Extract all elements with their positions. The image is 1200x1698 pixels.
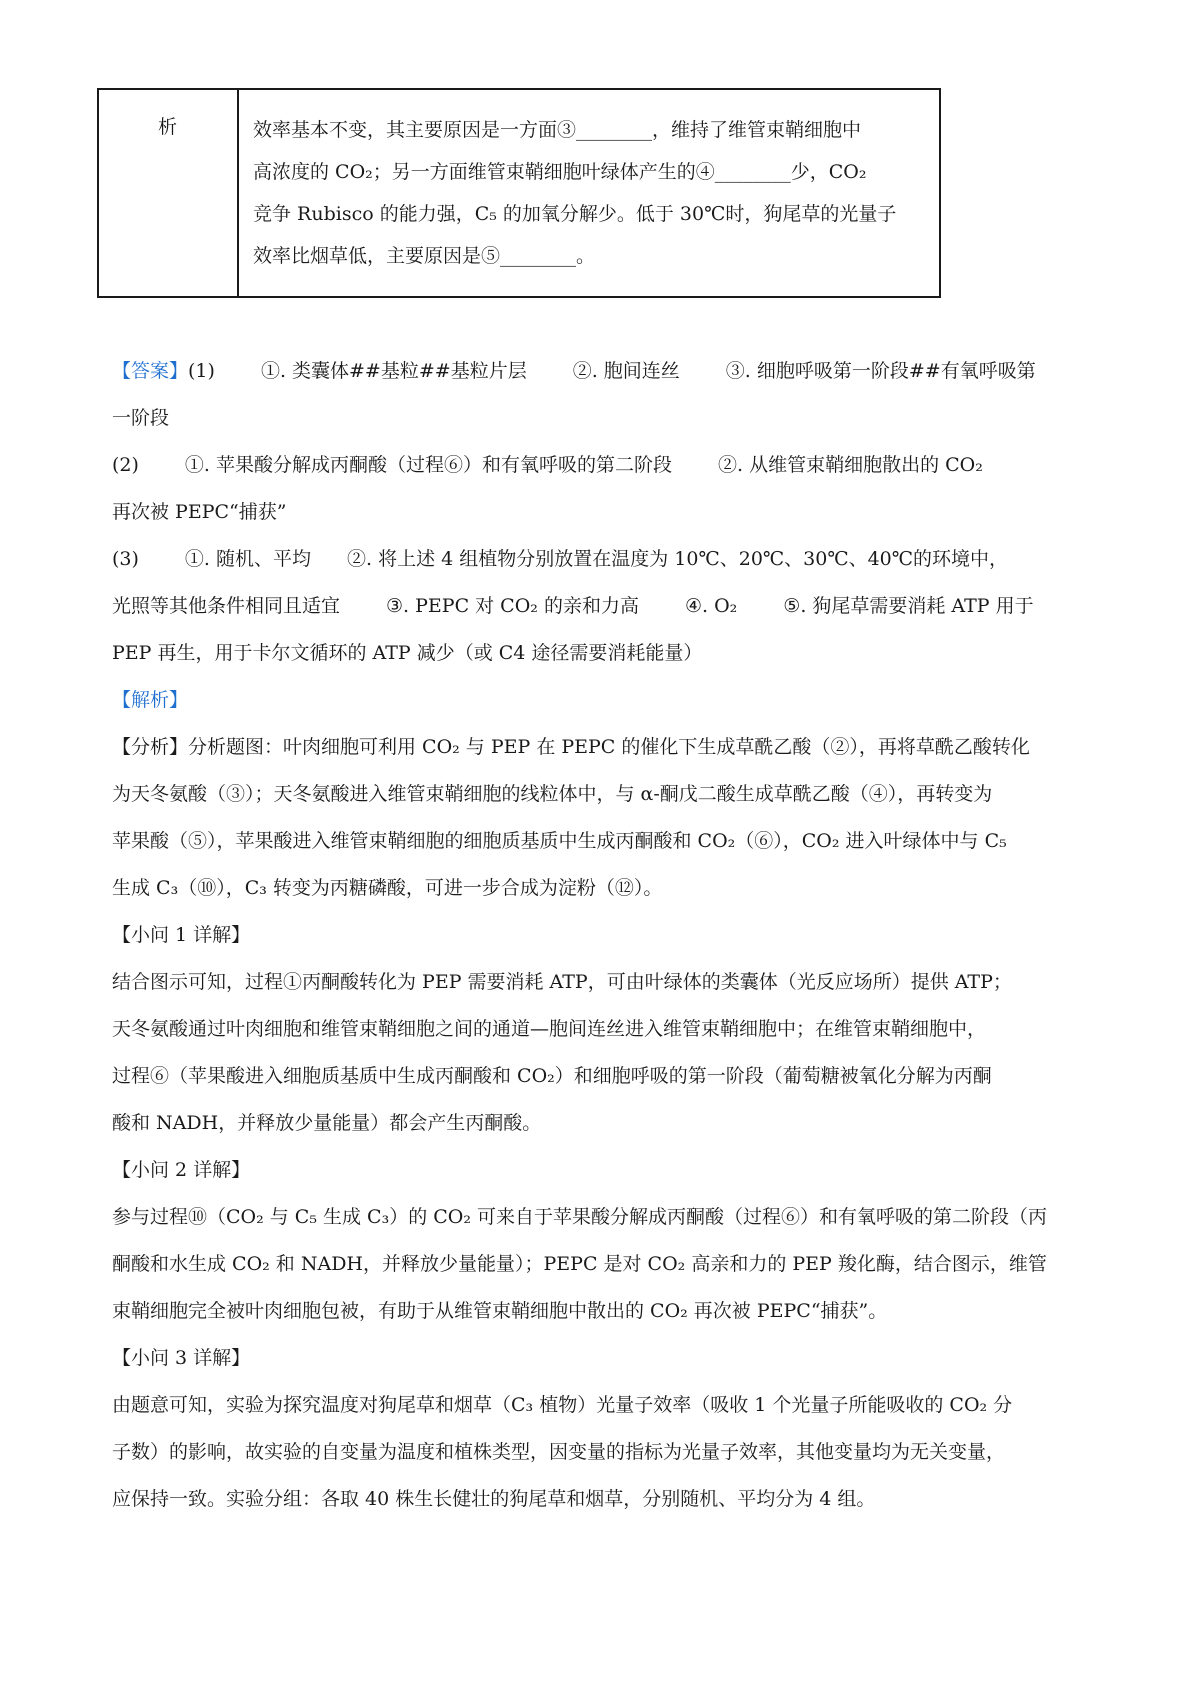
sub1-line: 过程⑥（苹果酸进入细胞质基质中生成丙酮酸和 CO₂）和细胞呼吸的第一阶段（葡萄糖被氧化分解为丙酮 [112, 1065, 992, 1087]
answer-q1-cont: 一阶段 [112, 407, 170, 429]
table-line: 高浓度的 CO₂；另一方面维管束鞘细胞叶绿体产生的④________少，CO₂ [253, 161, 867, 183]
answer-q1-number: (1) [188, 360, 215, 382]
answer-q2-number: (2) [112, 454, 139, 476]
answer-q3-c: ③. PEPC 对 CO₂ 的亲和力高 [386, 595, 639, 617]
analysis-line: 为天冬氨酸（③）；天冬氨酸进入维管束鞘细胞的线粒体中，与 α-酮戊二酸生成草酰乙酸（④），再转变为 [112, 783, 993, 805]
answer-q3-e-cont: PEP 再生，用于卡尔文循环的 ATP 减少（或 C4 途径需要消耗能量） [112, 642, 703, 664]
solution-content [112, 348, 1102, 1523]
sub3-line: 子数）的影响，故实验的自变量为温度和植株类型，因变量的指标为光量子效率，其他变量均为无关变量， [112, 1441, 1006, 1463]
answer-q3-line [112, 536, 1102, 583]
table-line: 效率比烟草低，主要原因是⑤________。 [253, 245, 596, 267]
sub2-line: 束鞘细胞完全被叶肉细胞包被，有助于从维管束鞘细胞中散出的 CO₂ 再次被 PEPC“捕获”。 [112, 1300, 888, 1322]
analysis-line: 生成 C₃（⑩），C₃ 转变为丙糖磷酸，可进一步合成为淀粉（⑫）。 [112, 877, 663, 899]
answer-q2-a: ①. 苹果酸分解成丙酮酸（过程⑥）和有氧呼吸的第二阶段 [184, 454, 673, 476]
analysis-line: 【分析】分析题图：叶肉细胞可利用 CO₂ 与 PEP 在 PEPC 的催化下生成草酰乙酸（②），再将草酰乙酸转化 [112, 736, 1030, 758]
sub2-title: 【小问 2 详解】 [112, 1159, 251, 1181]
answer-q3-e: ⑤. 狗尾草需要消耗 ATP 用于 [783, 595, 1034, 617]
sub2-line: 酮酸和水生成 CO₂ 和 NADH，并释放少量能量）；PEPC 是对 CO₂ 高亲和力的 PEP 羧化酶，结合图示，维管 [112, 1253, 1047, 1275]
sub1-line: 天冬氨酸通过叶肉细胞和维管束鞘细胞之间的通道—胞间连丝进入维管束鞘细胞中；在维管束鞘细胞中， [112, 1018, 987, 1040]
answer-q3-d: ④. O₂ [684, 595, 738, 617]
answer-q3-b-cont: 光照等其他条件相同且适宜 [112, 595, 341, 617]
answer-q2-line [112, 442, 1102, 489]
answer-q3-line2 [112, 583, 1102, 630]
answer-q1-a: ①. 类囊体##基粒##基粒片层 [260, 360, 527, 382]
answer-q1-line [112, 348, 1102, 395]
answer-q3-a: ①. 随机、平均 [184, 548, 312, 570]
answer-q3-b: ②. 将上述 4 组植物分别放置在温度为 10℃、20℃、30℃、40℃的环境中， [347, 548, 1009, 570]
table-content [239, 90, 939, 296]
analysis-tag: 【解析】 [112, 689, 189, 711]
answer-tag: 【答案】 [112, 360, 189, 382]
answer-q2-b: ②. 从维管束鞘细胞散出的 CO₂ [718, 454, 983, 476]
table-line: 效率基本不变，其主要原因是一方面③________，维持了维管束鞘细胞中 [253, 119, 862, 141]
answer-q3-number: (3) [112, 548, 139, 570]
table-line: 竞争 Rubisco 的能力强，C₅ 的加氧分解少。低于 30℃时，狗尾草的光量子 [253, 203, 897, 225]
sub3-line: 应保持一致。实验分组：各取 40 株生长健壮的狗尾草和烟草，分别随机、平均分为 4 组。 [112, 1488, 876, 1510]
table-fragment [97, 88, 941, 298]
sub3-line: 由题意可知，实验为探究温度对狗尾草和烟草（C₃ 植物）光量子效率（吸收 1 个光量子所能吸收的 CO₂ 分 [112, 1394, 1013, 1416]
sub1-line: 酸和 NADH，并释放少量能量）都会产生丙酮酸。 [112, 1112, 542, 1134]
analysis-line: 苹果酸（⑤），苹果酸进入维管束鞘细胞的细胞质基质中生成丙酮酸和 CO₂（⑥），CO₂ 进入叶绿体中与 C₅ [112, 830, 1007, 852]
sub3-title: 【小问 3 详解】 [112, 1347, 251, 1369]
answer-q1-b: ②. 胞间连丝 [572, 360, 680, 382]
answer-q1-c: ③. 细胞呼吸第一阶段##有氧呼吸第 [725, 360, 1036, 382]
sub2-line: 参与过程⑩（CO₂ 与 C₅ 生成 C₃）的 CO₂ 可来自于苹果酸分解成丙酮酸（过程⑥）和有氧呼吸的第二阶段（丙 [112, 1206, 1048, 1228]
sub1-line: 结合图示可知，过程①丙酮酸转化为 PEP 需要消耗 ATP，可由叶绿体的类囊体（光反应场所）提供 ATP； [112, 971, 1012, 993]
answer-q2-cont: 再次被 PEPC“捕获” [112, 501, 287, 523]
table-label: 析 [99, 90, 239, 296]
sub1-title: 【小问 1 详解】 [112, 924, 251, 946]
